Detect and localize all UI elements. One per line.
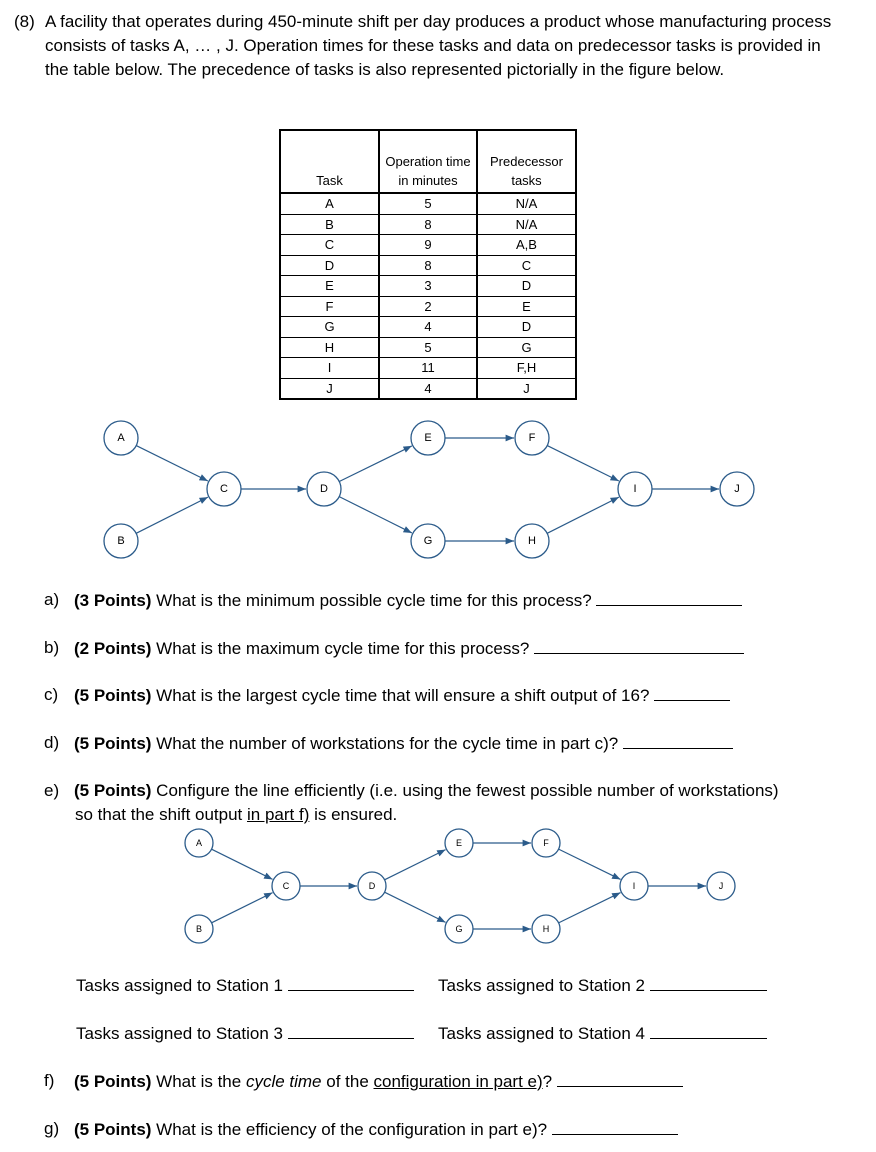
svg-text:A: A — [195, 838, 203, 848]
station-1-blank[interactable] — [288, 973, 414, 991]
cell-predecessor: E — [477, 296, 576, 317]
cell-predecessor: N/A — [477, 214, 576, 235]
station-1: Tasks assigned to Station 1 — [76, 973, 414, 998]
cell-time: 8 — [379, 255, 477, 276]
cell-time: 9 — [379, 235, 477, 256]
station-3: Tasks assigned to Station 3 — [76, 1021, 414, 1046]
svg-text:J: J — [718, 881, 724, 891]
svg-text:G: G — [423, 535, 433, 547]
cell-time: 5 — [379, 337, 477, 358]
svg-text:C: C — [220, 483, 228, 495]
answer-blank-g[interactable] — [552, 1117, 678, 1135]
edge-F-I — [559, 849, 621, 879]
svg-text:I: I — [632, 881, 636, 891]
cell-task: B — [280, 214, 379, 235]
svg-text:A: A — [117, 432, 125, 444]
node-I — [620, 872, 648, 900]
cell-predecessor: D — [477, 317, 576, 338]
cell-time: 5 — [379, 193, 477, 214]
svg-text:C: C — [282, 881, 290, 891]
svg-text:B: B — [195, 924, 203, 934]
node-J — [707, 872, 735, 900]
station-2: Tasks assigned to Station 2 — [438, 973, 767, 998]
svg-text:D: D — [368, 881, 376, 891]
node-E — [445, 829, 473, 857]
svg-text:D: D — [320, 483, 328, 495]
svg-text:F: F — [543, 838, 549, 848]
station-4: Tasks assigned to Station 4 — [438, 1021, 767, 1046]
svg-text:J: J — [734, 483, 740, 495]
node-B — [185, 915, 213, 943]
svg-text:F: F — [528, 432, 536, 444]
cell-task: E — [280, 276, 379, 297]
question-number: (8) — [14, 12, 35, 31]
cell-time: 4 — [379, 317, 477, 338]
node-C — [272, 872, 300, 900]
svg-text:G: G — [455, 924, 463, 934]
edge-B-C — [212, 893, 273, 923]
header-operation-time: Operation time in minutes — [379, 130, 477, 193]
answer-blank-f[interactable] — [557, 1069, 683, 1087]
cell-predecessor: F,H — [477, 358, 576, 379]
edge-H-I — [559, 893, 621, 923]
cell-time: 8 — [379, 214, 477, 235]
edge-D-G — [385, 892, 446, 922]
cell-predecessor: C — [477, 255, 576, 276]
cell-time: 11 — [379, 358, 477, 379]
cell-task: J — [280, 378, 379, 399]
node-H — [532, 915, 560, 943]
svg-text:E: E — [424, 432, 432, 444]
cell-task: D — [280, 255, 379, 276]
cell-time: 3 — [379, 276, 477, 297]
node-A — [185, 829, 213, 857]
node-F — [532, 829, 560, 857]
station-4-blank[interactable] — [650, 1021, 767, 1039]
cell-task: I — [280, 358, 379, 379]
svg-text:H: H — [542, 924, 550, 934]
svg-text:E: E — [455, 838, 463, 848]
edge-A-C — [212, 849, 273, 879]
header-predecessor: Predecessor tasks — [477, 130, 576, 193]
cell-task: G — [280, 317, 379, 338]
edge-D-E — [385, 850, 446, 880]
cell-predecessor: D — [477, 276, 576, 297]
cell-task: H — [280, 337, 379, 358]
svg-text:H: H — [528, 535, 536, 547]
node-G — [445, 915, 473, 943]
header-task: Task — [280, 130, 379, 193]
cell-predecessor: G — [477, 337, 576, 358]
svg-text:I: I — [633, 483, 637, 495]
cell-predecessor: A,B — [477, 235, 576, 256]
cell-predecessor: N/A — [477, 193, 576, 214]
cell-task: C — [280, 235, 379, 256]
question-text: A facility that operates during 450-minute shift per day produces a product whose manufacturing process consists of tasks A, … , J. Operation times for these tasks and data on predecessor tasks is provided in the table below. The precedence of tasks is also represented pictorially in the figure below. — [45, 12, 832, 79]
station-3-blank[interactable] — [288, 1021, 414, 1039]
cell-predecessor: J — [477, 378, 576, 399]
part-e-line2: so that the shift output in part f) is ensured. — [75, 805, 398, 824]
svg-text:B: B — [117, 535, 125, 547]
station-2-blank[interactable] — [650, 973, 767, 991]
node-D — [358, 872, 386, 900]
cell-time: 4 — [379, 378, 477, 399]
cell-task: F — [280, 296, 379, 317]
cell-task: A — [280, 193, 379, 214]
cell-time: 2 — [379, 296, 477, 317]
